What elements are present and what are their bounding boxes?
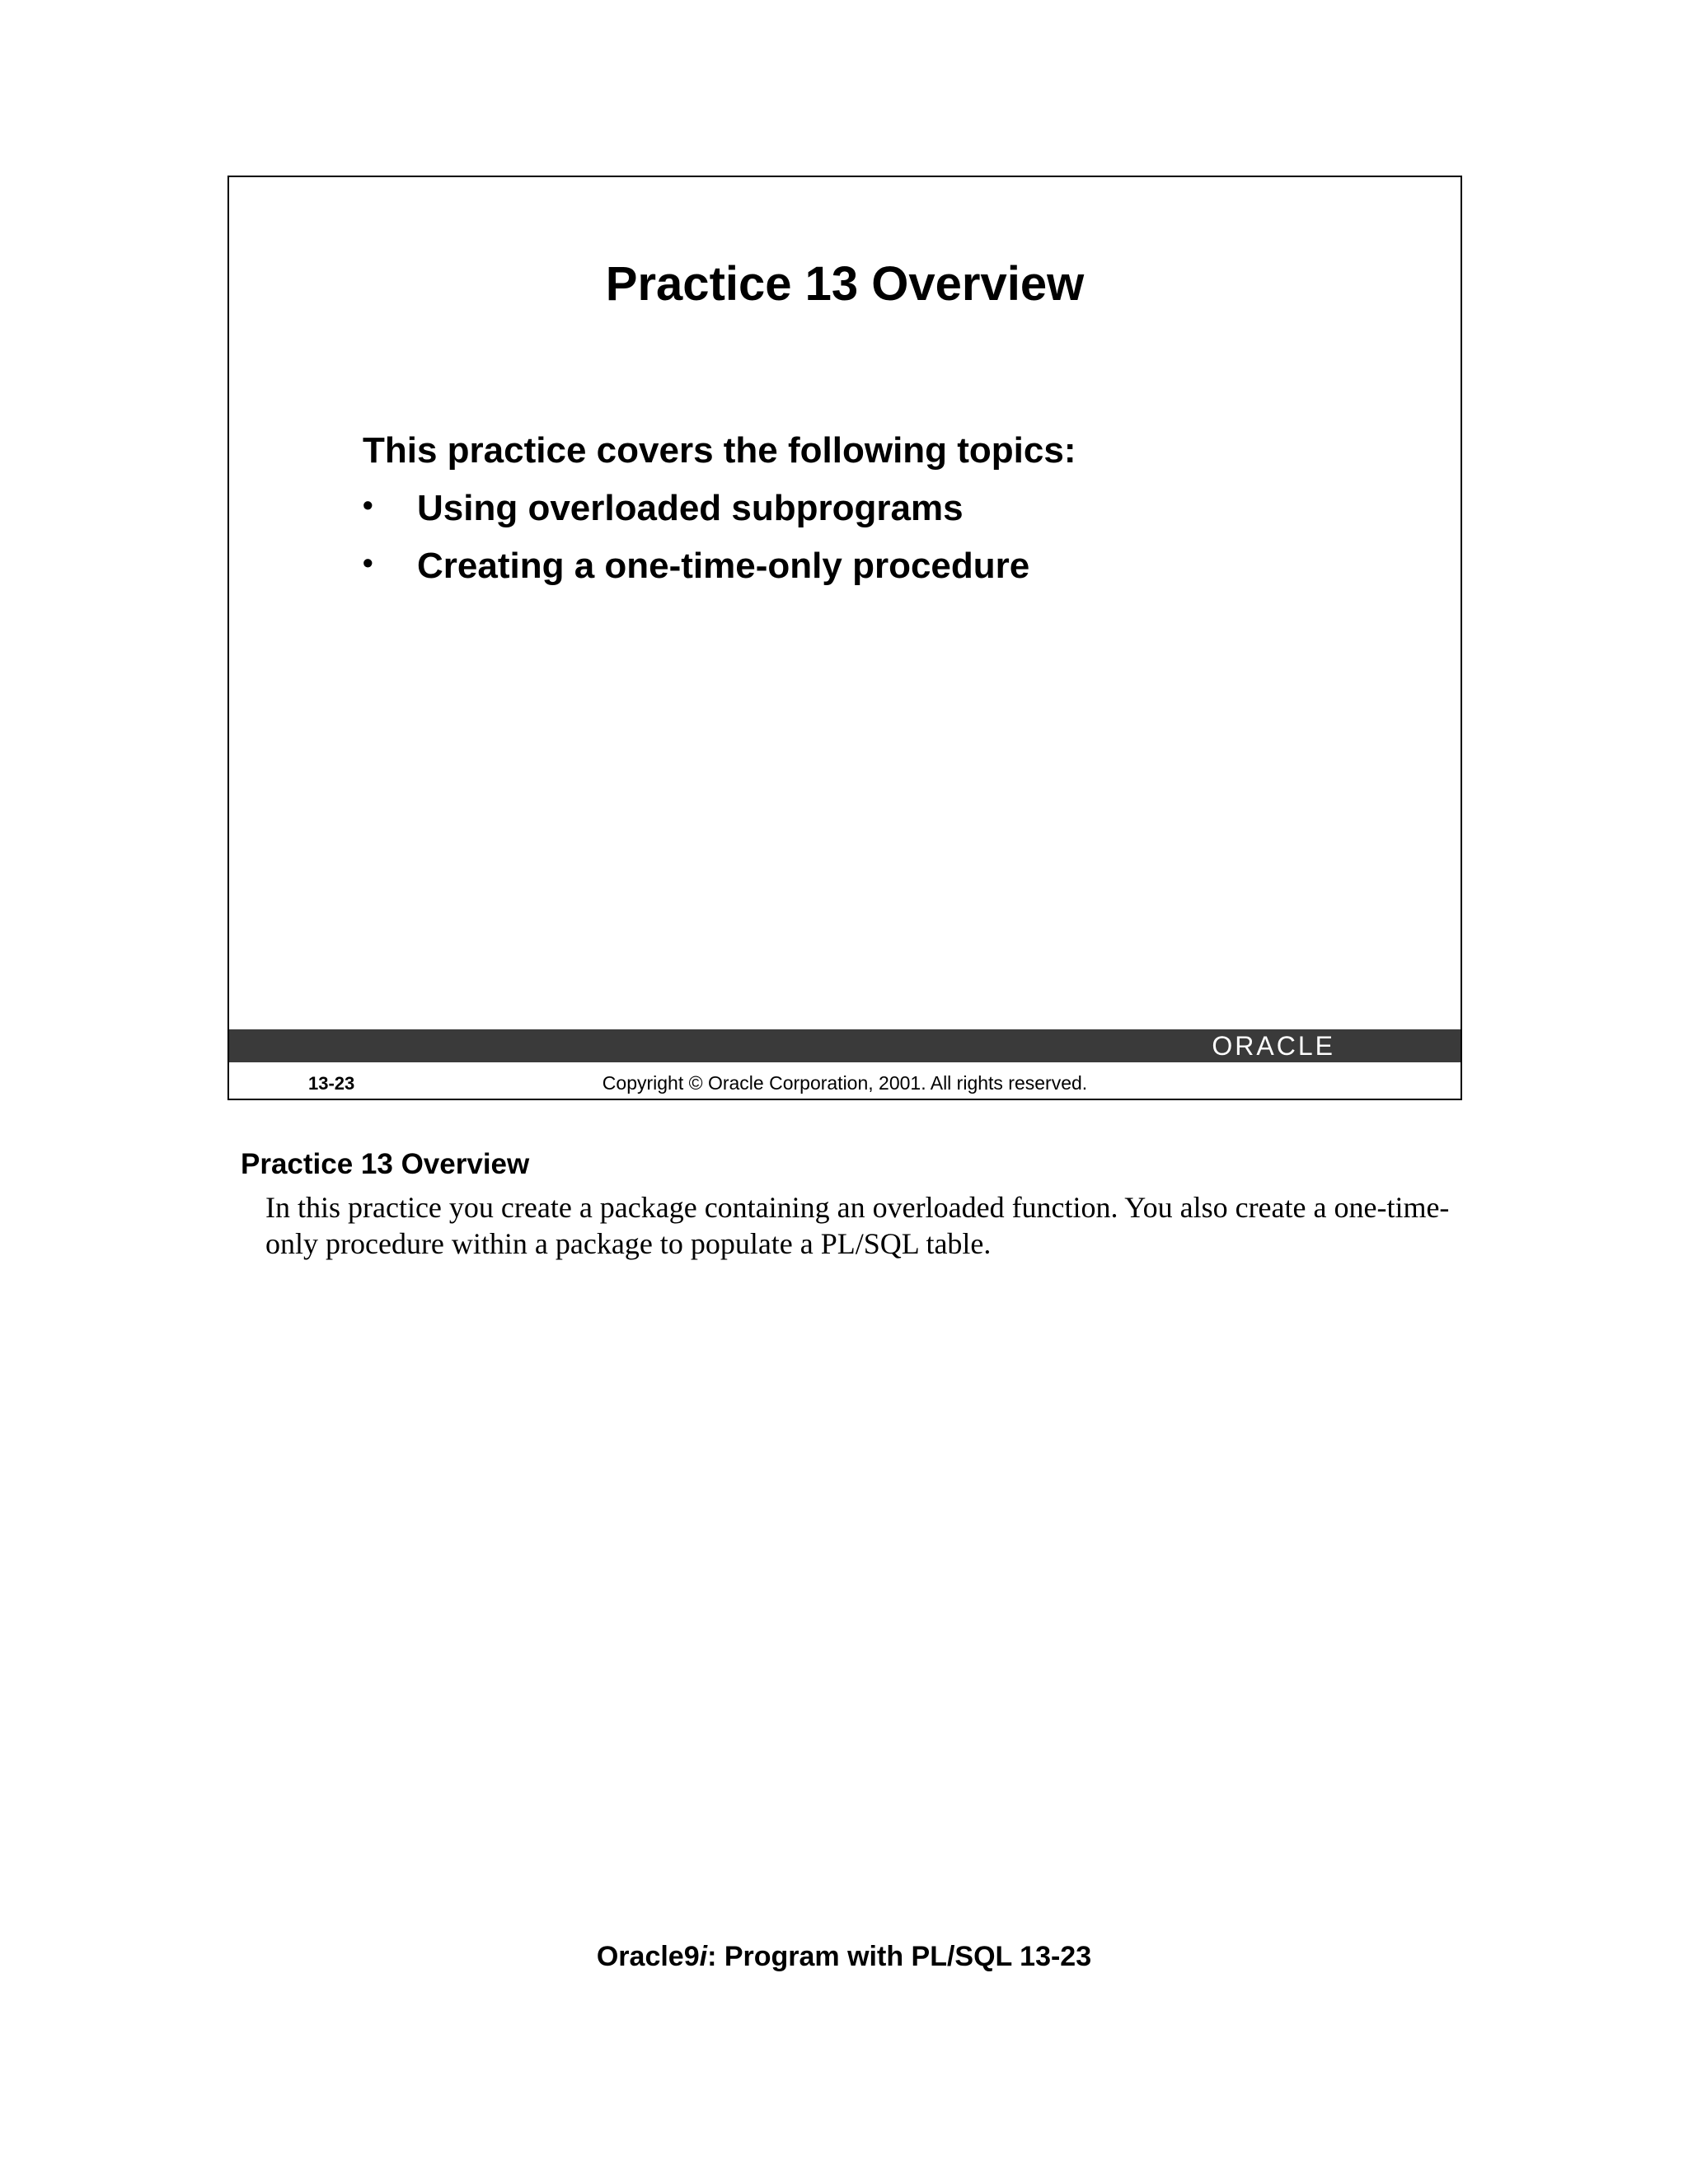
slide-number: 13-23 — [308, 1073, 355, 1094]
footer-course-page: : Program with PL/SQL 13-23 — [707, 1941, 1092, 1972]
bullet-icon: • — [363, 488, 373, 522]
topic-label: Using overloaded subprograms — [417, 488, 964, 528]
oracle-footer-bar — [229, 1029, 1461, 1062]
topic-item — [363, 544, 1029, 602]
bullet-icon: • — [363, 546, 373, 579]
copyright-notice: Copyright © Oracle Corporation, 2001. All rights reserved. — [602, 1072, 1088, 1094]
slide-title: Practice 13 Overview — [605, 257, 1085, 311]
topic-item — [363, 486, 1029, 544]
topic-list — [363, 486, 1029, 602]
slide-frame — [227, 176, 1462, 1100]
page-footer — [0, 1939, 1688, 1974]
oracle-logo: ORACLE — [1212, 1031, 1335, 1061]
footer-product-prefix: Oracle9 — [596, 1941, 700, 1972]
notes-heading: Practice 13 Overview — [241, 1148, 530, 1180]
footer-product-italic: i — [699, 1941, 708, 1972]
notes-body: In this practice you create a package containing an overloaded function. You also create a one-time-only procedure within a package to populate a PL/SQL table. — [265, 1191, 1450, 1260]
topic-label: Creating a one-time-only procedure — [417, 546, 1030, 586]
slide-intro: This practice covers the following topics: — [363, 430, 1076, 471]
